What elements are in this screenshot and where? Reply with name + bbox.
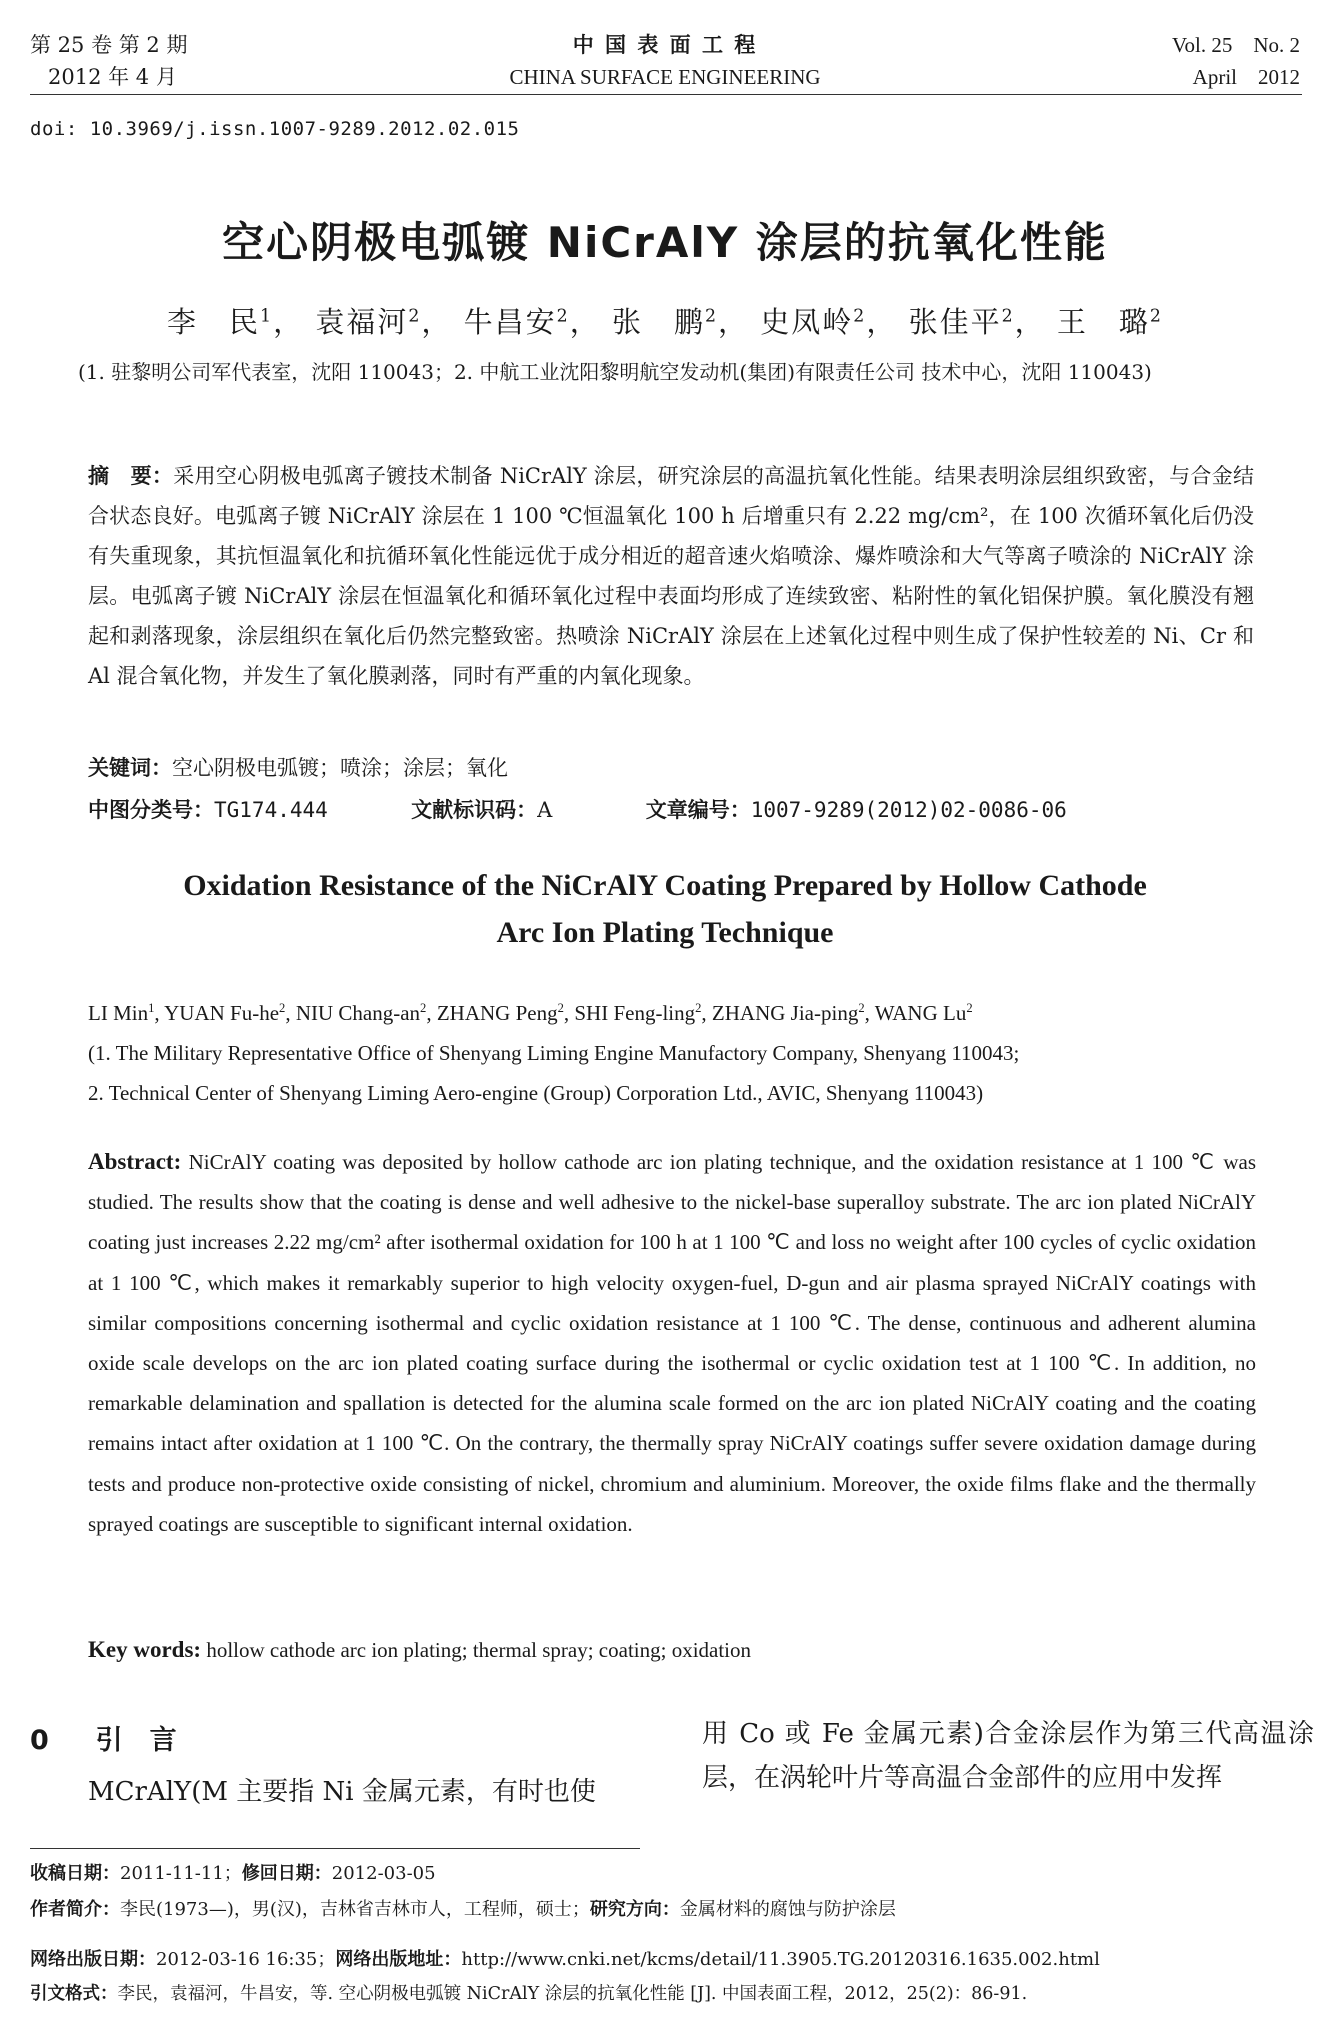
author-cn: 李 民$^1$	[167, 305, 274, 339]
keywords-en-label: Key words:	[88, 1637, 202, 1662]
author-en: ZHANG Jia-ping$^2$	[711, 1001, 865, 1025]
received-date: 2011-11-11；	[120, 1863, 242, 1884]
journal-volume: Vol. 25 No. 2	[1172, 33, 1300, 57]
article-number-label: 文章编号：	[645, 798, 751, 822]
header-rule	[30, 94, 1302, 95]
footnote-citation	[30, 1978, 1320, 2010]
intro-right-column: 用 Co 或 Fe 金属元素)合金涂层作为第三代高温涂层，在涡轮叶片等高温合金部件的应用中发挥	[702, 1719, 1314, 1793]
clc-number: TG174.444	[214, 798, 328, 822]
author-cn: 王 璐$^2$	[1056, 305, 1163, 339]
journal-name-cn: 中 国 表 面 工 程	[572, 33, 758, 57]
author-en: WANG Lu$^2$	[874, 1001, 973, 1025]
title-cn: 空心阴极电弧镀 NiCrAlY 涂层的抗氧化性能	[222, 218, 1108, 267]
journal-issue: 第 25 卷 第 2 期	[30, 33, 188, 57]
author-bio: 李民(1973—)，男(汉)，吉林省吉林市人，工程师，硕士；	[120, 1899, 590, 1920]
author-en: NIU Chang-$an^2$	[295, 1001, 427, 1025]
received-label: 收稿日期：	[30, 1863, 120, 1884]
authors-cn: 李 民$^1$， 袁福河$^2$， 牛昌安$^2$， 张 鹏$^2$， 史凤岭$^2$， 张佳平$^2$， 王 璐$^2$	[167, 305, 1163, 339]
classification-row	[88, 792, 1254, 828]
abstract-en	[88, 1142, 1256, 1544]
online-url-link[interactable]: http://www.cnki.net/kcms/detail/11.3905.TG.20120316.1635.002.html	[461, 1949, 1100, 1970]
footnote-dates	[30, 1858, 1320, 1890]
clc-label: 中图分类号：	[88, 798, 214, 822]
journal-month: April 2012	[1192, 65, 1300, 89]
revised-label: 修回日期：	[241, 1863, 332, 1884]
author-cn: 袁福河$^2$	[315, 305, 422, 339]
keywords-en-text: hollow cathode arc ion plating; thermal spray; coating; oxidation	[201, 1638, 752, 1662]
affiliation-en-line1: (1. The Military Representative Office of Shenyang Liming Engine Manufactory Company, Shenyang 110043;	[88, 1041, 1020, 1065]
online-date: 2012-03-16 16:35；	[156, 1949, 336, 1970]
keywords-cn	[88, 750, 1254, 786]
authors-en	[88, 993, 1268, 1113]
author-cn: 张 鹏$^2$	[611, 305, 719, 339]
citation-label: 引文格式：	[30, 1984, 118, 2004]
author-cn: 张佳平$^2$	[908, 305, 1015, 339]
author-en: YUAN $Fu-he^2$	[164, 1001, 286, 1025]
online-date-label: 网络出版日期：	[30, 1949, 156, 1970]
doi: doi: 10.3969/j.issn.1007-9289.2012.02.015	[30, 118, 520, 140]
research-label: 研究方向：	[589, 1899, 680, 1920]
article-number: 1007-9289(2012)02-0086-06	[750, 798, 1067, 822]
citation-text: 李民，袁福河，牛昌安，等. 空心阴极电弧镀 NiCrAlY 涂层的抗氧化性能 [J]. 中国表面工程，2012，25(2)：86-91.	[117, 1984, 1028, 2004]
affiliation-en-line2: 2. Technical Center of Shenyang Liming Aero-engine (Group) Corporation Ltd., AVIC, Shenyang 110043)	[88, 1081, 984, 1105]
journal-date: 2012 年 4 月	[48, 65, 177, 89]
section-heading	[30, 1718, 177, 1757]
authors-en-list: LI Min$^1$, YUAN $Fu-he^2$, NIU Chang-$an^2$, ZHANG Peng$^2$, SHI Feng-ling$^2$, ZHANG Jia-ping$^2$, WANG Lu$^2$	[88, 1001, 973, 1025]
journal-name-en: CHINA SURFACE ENGINEERING	[509, 65, 821, 89]
author-cn: 史凤岭$^2$	[760, 305, 867, 339]
abstract-cn-text: 采用空心阴极电弧离子镀技术制备 NiCrAlY 涂层，研究涂层的高温抗氧化性能。结果表明涂层组织致密，与合金结合状态良好。电弧离子镀 NiCrAlY 涂层在 1 100 ℃恒温氧化 100 h 后增重只有 2.22 mg/cm²，在 100 次循环氧化后仍没有失重现象，其抗恒温氧化和抗循环氧化性能远优于成分相近的超音速火焰喷涂、爆炸喷涂和大气等离子喷涂的 NiCrAlY 涂层。电弧离子镀 NiCrAlY 涂层在恒温氧化和循环氧化过程中表面均形成了连续致密、粘附性的氧化铝保护膜。氧化膜没有翘起和剥落现象，涂层组织在氧化后仍然完整致密。热喷涂 NiCrAlY 涂层在上述氧化过程中则生成了保护性较差的 Ni、Cr 和 Al 混合氧化物，并发生了氧化膜剥落，同时有严重的内氧化现象。	[88, 464, 1254, 688]
doc-code-label: 文献标识码：	[411, 798, 538, 822]
footnote-rule	[30, 1848, 640, 1849]
online-url-label: 网络出版地址：	[335, 1949, 462, 1970]
abstract-cn	[88, 456, 1254, 696]
title-en-line2: Arc Ion Plating Technique	[496, 916, 834, 949]
section-number: 0	[30, 1725, 49, 1756]
abstract-en-label: Abstract:	[88, 1149, 182, 1174]
author-cn: 牛昌安$^2$	[463, 305, 570, 339]
author-en: LI Min$^1$	[88, 1001, 155, 1025]
footnote-online	[30, 1944, 1320, 1976]
abstract-cn-label: 摘 要：	[88, 464, 174, 488]
title-en-line1: Oxidation Resistance of the NiCrAlY Coating Prepared by Hollow Cathode	[183, 869, 1147, 902]
abstract-en-text: NiCrAlY coating was deposited by hollow cathode arc ion plating technique, and the oxidation resistance at 1 100 ℃ was studied. The results show that the coating is dense and well adhesive to the nickel-base superalloy substrate. The arc ion plated NiCrAlY coating just increases 2.22 mg/cm² after isothermal oxidation for 100 h at 1 100 ℃ and loss no weight after 100 cycles of cyclic oxidation at 1 100 ℃, which makes it remarkably superior to high velocity oxygen-fuel, D-gun and air plasma sprayed NiCrAlY coatings with similar compositions concerning isothermal and cyclic oxidation resistance at 1 100 ℃. The dense, continuous and adherent alumina oxide scale develops on the arc ion plated coating surface during the isothermal or cyclic oxidation test at 1 100 ℃. In addition, no remarkable delamination and spallation is detected for the alumina scale formed on the arc ion plated NiCrAlY coating and the coating remains intact after oxidation at 1 100 ℃. On the contrary, the thermally spray NiCrAlY coatings suffer severe oxidation damage during tests and produce non-protective oxide consisting of nickel, chromium and aluminium. Moreover, the oxide films flake and the thermally sprayed coatings are susceptible to significant internal oxidation.	[88, 1150, 1256, 1536]
revised-date: 2012-03-05	[331, 1863, 436, 1884]
doc-code: A	[537, 798, 553, 822]
research-field: 金属材料的腐蚀与防护涂层	[679, 1899, 896, 1920]
intro-left-column: MCrAlY(M 主要指 Ni 金属元素，有时也使	[88, 1777, 596, 1807]
author-en: ZHANG Peng$^2$	[436, 1001, 564, 1025]
author-bio-label: 作者简介：	[30, 1899, 120, 1920]
title-en	[0, 862, 1330, 956]
keywords-en	[88, 1632, 1256, 1668]
section-title: 引 言	[95, 1725, 177, 1756]
keywords-cn-label: 关键词：	[88, 756, 172, 780]
footnote-author	[30, 1894, 1320, 1926]
affiliation-cn: (1. 驻黎明公司军代表室，沈阳 110043；2. 中航工业沈阳黎明航空发动机(集团)有限责任公司 技术中心，沈阳 110043)	[78, 360, 1152, 384]
author-en: SHI Feng-ling$^2$	[574, 1001, 702, 1025]
keywords-cn-text: 空心阴极电弧镀；喷涂；涂层；氧化	[172, 756, 508, 780]
